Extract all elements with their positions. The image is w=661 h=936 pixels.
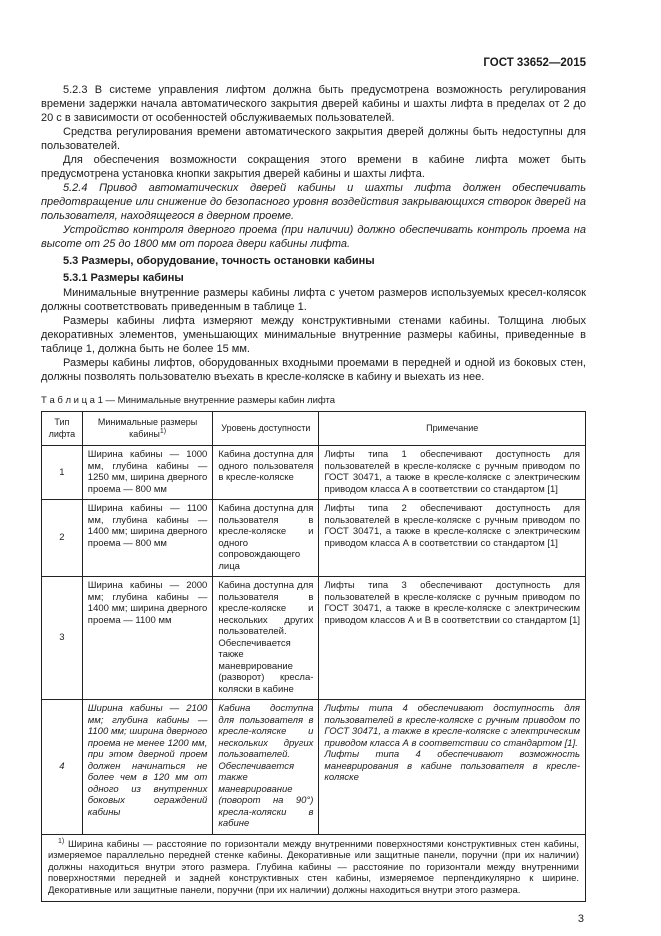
paragraph-5-2-4: 5.2.4 Привод автоматических дверей кабины и шахты лифта должен обеспечивать предотвращение или снижение до безопасного уровня воздействия закрывающихся створок дверей на пользователя, находящегося в дверном проеме. <box>41 182 586 222</box>
cell-sizes: Ширина кабины — 1000 мм, глубина кабины — 1250 мм, ширина дверного проема — 800 мм <box>82 446 213 500</box>
table-header-row <box>42 412 586 446</box>
cell-access: Кабина доступна для пользователя в кресле-коляске и одного сопровождающего лица <box>213 500 319 577</box>
cell-access: Кабина доступна для пользователя в кресле-коляске и нескольких других пользователей. Обеспечивается также маневрирование (разворот) кресла-коляски в кабине <box>213 577 319 700</box>
paragraph-dlya-obespecheniya: Для обеспечения возможности сокращения этого времени в кабине лифта может быть предусмотрена установка кнопки закрытия дверей кабины и шахты лифта. <box>41 154 586 180</box>
table-row-type-3 <box>42 577 586 700</box>
page-number: 3 <box>577 913 584 925</box>
cell-note: Лифты типа 2 обеспечивают доступность для пользователей в кресле-коляске с ручным приводом по ГОСТ 30471, а также в кресле-коляске с электрическим приводом класса А в соответствии со стандартом [1] <box>319 500 586 577</box>
table-caption <box>41 395 586 407</box>
lift-dimensions-table <box>41 411 586 902</box>
table-row-type-2 <box>42 500 586 577</box>
cell-type: 3 <box>42 577 83 700</box>
table-caption-text: — Минимальные внутренние размеры кабин лифта <box>105 395 336 406</box>
footnote-text: Ширина кабины — расстояние по горизонтали между внутренними поверхностями конструктивных стен кабины, измеряемое параллельно передней стенке кабины. Декоративные или защитные панели, поручни (при их наличии) должны находиться внутри этого размера. Глубина кабины — расстояние по горизонтали между внутренними поверхностями передней и задней конструктивных стен кабины, измеряемое перпендикулярно к ширине. Декоративные или защитные панели, поручни (при их наличии) должны находиться внутри этого размера. <box>48 838 579 896</box>
paragraph-minimalnye: Минимальные внутренние размеры кабины лифта с учетом размеров используемых кресел-колясок должны соответствовать приведенным в таблице 1. <box>41 287 586 313</box>
cell-access: Кабина доступна для пользователя в кресле-коляске и нескольких других пользователей. Обеспечивается также маневрирование (поворот на 90°) кресла-коляски в кабине <box>213 700 319 835</box>
cell-sizes: Ширина кабины — 1100 мм, глубина кабины — 1400 мм; ширина дверного проема — 800 мм <box>82 500 213 577</box>
col-header-lift-type: Тип лифта <box>42 412 83 446</box>
paragraph-sredstva: Средства регулирования времени автоматического закрытия дверей должны быть недоступны для пользователей. <box>41 126 586 152</box>
col-header-note: Примечание <box>319 412 586 446</box>
footnote-marker: 1) <box>58 837 65 845</box>
col-header-accessibility: Уровень доступности <box>213 412 319 446</box>
table-row-type-1 <box>42 446 586 500</box>
cell-sizes: Ширина кабины — 2000 мм; глубина кабины — 1400 мм; ширина дверного проема — 1100 мм <box>82 577 213 700</box>
table-footnote <box>42 834 586 902</box>
note-paragraph-2: Лифты типа 4 обеспечивают возможность маневрирования в кабине пользователя в кресле-коляске <box>324 749 580 783</box>
table-caption-label: Т а б л и ц а 1 <box>41 395 103 406</box>
cell-sizes: Ширина кабины — 2100 мм; глубина кабины — 1100 мм; ширина дверного проема не менее 1200 мм, при этом дверной проем должен начинаться не более чем в 120 мм от одного из внутренних боковых ограждений кабины <box>82 700 213 835</box>
note-paragraph-1: Лифты типа 4 обеспечивают доступность для пользователей в кресле-коляске с ручным приводом по ГОСТ 30471, а также в кресле-коляске с электрическим приводом класса А в соответствии со стандартом [1]. <box>324 703 580 749</box>
col-header-min-sizes: Минимальные размеры кабины$^{1)}$ <box>82 412 213 446</box>
paragraph-5-2-3: 5.2.3 В системе управления лифтом должна быть предусмотрена возможность регулирования времени задержки начала автоматического закрытия дверей кабины и шахты лифта в пределах от 2 до 20 с в зависимости от особенностей обслуживаемых пользователей. <box>41 84 586 124</box>
cell-type: 2 <box>42 500 83 577</box>
cell-type: 1 <box>42 446 83 500</box>
page-content <box>41 56 586 925</box>
table-footnote-row <box>42 834 586 902</box>
paragraph-izmeryayut: Размеры кабины лифта измеряют между конструктивными стенами кабины. Толщина любых декоративных элементов, уменьшающих минимальные внутренние размеры кабины, приведенные в таблице 1, должна быть не более 15 мм. <box>41 315 586 355</box>
paragraph-ustroystvo: Устройство контроля дверного проема (при наличии) должно обеспечивать контроль проема на высоте от 25 до 1800 мм от порога двери кабины лифта. <box>41 224 586 250</box>
footnote-ref: 1) <box>159 427 167 435</box>
section-heading-5-3: 5.3 Размеры, оборудование, точность остановки кабины <box>63 255 375 267</box>
table-row-type-4 <box>42 700 586 835</box>
gost-header: ГОСТ 33652—2015 <box>483 57 586 69</box>
cell-access: Кабина доступна для одного пользователя в кресле-коляске <box>213 446 319 500</box>
cell-note: Лифты типа 1 обеспечивают доступность для пользователей в кресле-коляске с ручным приводом по ГОСТ 30471, а также в кресле-коляске с электрическим приводом класса А в соответствии со стандартом [1] <box>319 446 586 500</box>
section-heading-5-3-1: 5.3.1 Размеры кабины <box>63 272 184 284</box>
cell-note <box>319 700 586 835</box>
cell-type: 4 <box>42 700 83 835</box>
cell-note: Лифты типа 3 обеспечивают доступность для пользователей в кресле-коляске с ручным приводом по ГОСТ 30471, а также в кресле-коляске с электрическим приводом классов А и В в соответствии со стандартом [1] <box>319 577 586 700</box>
paragraph-oborudovannyh: Размеры кабины лифтов, оборудованных входными проемами в передней и одной из боковых стен, должны позволять пользователю въехать в кресле-коляске в кабину и выехать из нее. <box>41 357 586 383</box>
